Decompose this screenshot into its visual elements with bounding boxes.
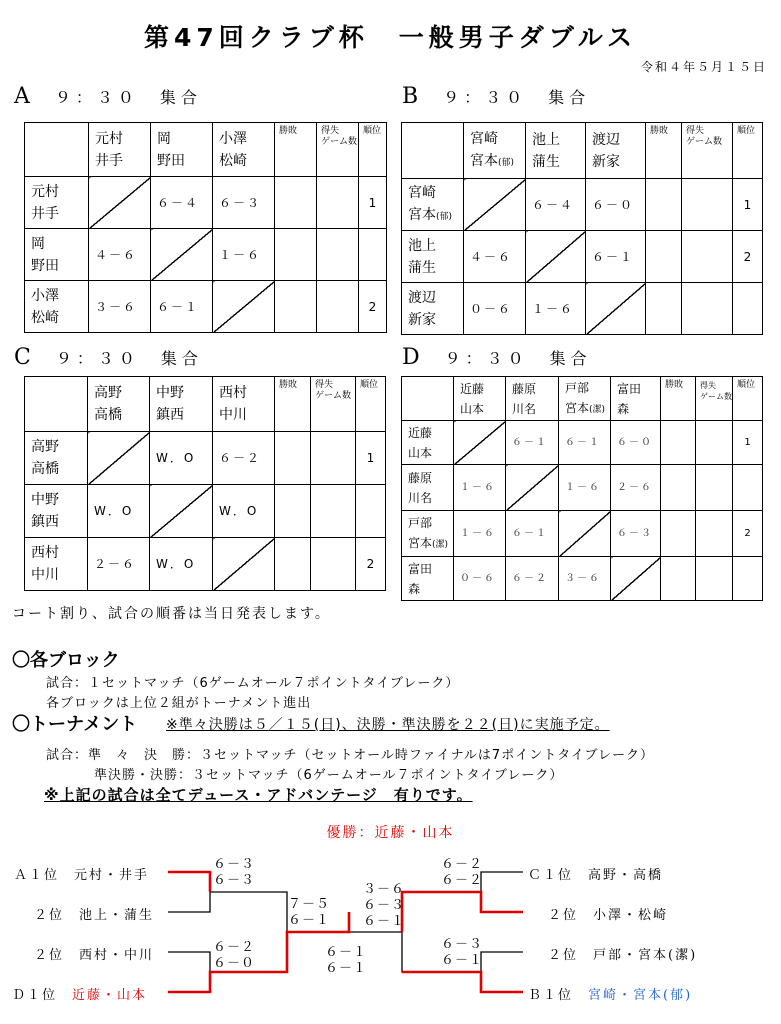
col-gd: 得失 ゲーム数 [682, 123, 733, 179]
score-cell: ６－１ [559, 421, 611, 465]
row-team: 小澤 松崎 [25, 281, 89, 333]
bracket-right-1: Ｃ１位 高野・高橋 [528, 868, 664, 883]
bracket-line [168, 872, 210, 912]
col-team: 西村 中川 [213, 377, 275, 432]
col-gd: 得失 ゲーム数 [311, 377, 356, 432]
row-team: 元村 井手 [25, 177, 89, 229]
row-team: 宮崎 宮本(郁) [402, 179, 464, 231]
score-cell: ２－６ [611, 465, 661, 511]
row-team: 戸部 宮本(潔) [402, 511, 454, 557]
court-note: コート割り、試合の順番は当日発表します。 [12, 606, 331, 622]
score-cell: １－６ [454, 465, 506, 511]
score-cell: ６－１ [586, 231, 646, 283]
bracket-right-3: ２位 戸部・宮本(潔) [548, 948, 698, 963]
col-team: 富田 森 [611, 377, 661, 421]
bracket-left-4: Ｄ１位 近藤・山本 [12, 988, 148, 1003]
tournament-heading: 〇トーナメント [12, 714, 138, 735]
row-team: 西村 中川 [25, 538, 88, 591]
block-time: ９：３０ 集合 [443, 88, 591, 107]
score-cell: ６－１ [506, 421, 559, 465]
col-team: 戸部 宮本(潔) [559, 377, 611, 421]
block-letter: D [402, 345, 425, 370]
rank-cell: 2 [733, 511, 763, 557]
tournament-line2: 準決勝・決勝：３セットマッチ（6ゲームオール７ポイントタイブレーク） [94, 768, 564, 783]
block-section-line1: 試合：１セットマッチ（6ゲームオール７ポイントタイブレーク） [46, 676, 460, 691]
col-team: 宮崎 宮本(郁) [464, 123, 526, 179]
score-cell: ６－４ [526, 179, 586, 231]
col-team: 岡 野田 [151, 123, 213, 177]
row-team: 富田 森 [402, 557, 454, 601]
winner-line [402, 892, 523, 932]
bracket-line [481, 872, 523, 912]
row-team: 高野 高橋 [25, 432, 88, 485]
col-gd: 得失 ゲーム数 [696, 377, 733, 421]
block-letter: A [14, 84, 35, 109]
block-letter: C [14, 345, 36, 370]
score-cell: ６－３ [611, 511, 661, 557]
score-cell: ６－４ [151, 177, 213, 229]
col-rank: 順位 [356, 377, 386, 432]
score-cell: ３－６ [89, 281, 151, 333]
score-cell: ４－６ [89, 229, 151, 281]
date: 令和４年５月１５日 [640, 60, 767, 74]
block-letter: B [402, 84, 424, 109]
winner-line [402, 972, 523, 992]
col-wl: 勝敗 [275, 123, 317, 177]
row-team: 近藤 山本 [402, 421, 454, 465]
score-cell: １－６ [454, 511, 506, 557]
final-score: ６－１ ６－１ [324, 945, 367, 976]
block-time: ９：３０ 集合 [55, 349, 203, 368]
col-rank: 順位 [733, 123, 763, 179]
rank-cell: 1 [356, 432, 386, 485]
score-cell: ６－０ [586, 179, 646, 231]
score-cell: ０－６ [454, 557, 506, 601]
col-gd: 得失 ゲーム数 [317, 123, 359, 177]
score-cell: W．O [213, 485, 275, 538]
col-team: 渡辺 新家 [586, 123, 646, 179]
score-cell: W．O [88, 485, 150, 538]
row-team: 中野 鎮西 [25, 485, 88, 538]
col-rank: 順位 [359, 123, 387, 177]
col-wl: 勝敗 [661, 377, 696, 421]
score-cell: ４－６ [464, 231, 526, 283]
sf-right-score: ３－６ ６－３ ６－１ [362, 882, 405, 929]
bracket-line [481, 952, 523, 992]
champion-label: 優勝：近藤・山本 [326, 825, 455, 841]
col-rank: 順位 [733, 377, 763, 421]
winner-line [168, 872, 210, 892]
col-team: 藤原 川名 [506, 377, 559, 421]
row-team: 岡 野田 [25, 229, 89, 281]
score-cell: １－６ [559, 465, 611, 511]
qf2-score: ６－２ ６－０ [212, 940, 255, 971]
score-cell: ２－６ [88, 538, 150, 591]
col-team: 池上 蒲生 [526, 123, 586, 179]
rank-cell: 2 [356, 538, 386, 591]
score-cell: ３－６ [559, 557, 611, 601]
row-team: 池上 蒲生 [402, 231, 464, 283]
col-team: 近藤 山本 [454, 377, 506, 421]
score-cell: ６－３ [213, 177, 275, 229]
block-section-heading: 〇各ブロック [12, 650, 120, 671]
block-time: ９：３０ 集合 [54, 88, 202, 107]
score-cell: １－６ [526, 283, 586, 335]
score-cell: W．O [150, 432, 213, 485]
bracket-right-4: Ｂ１位 宮崎・宮本(郁) [528, 988, 693, 1003]
score-cell: １－６ [213, 229, 275, 281]
row-team: 藤原 川名 [402, 465, 454, 511]
tournament-line1: 試合：準 々 決 勝：３セットマッチ（セットオール時ファイナルは7ポイントタイブレーク） [46, 748, 655, 763]
block-section-line2: 各ブロックは上位２組がトーナメント進出 [46, 696, 312, 711]
col-team: 元村 井手 [89, 123, 151, 177]
block-time: ９：３０ 集合 [444, 349, 592, 368]
bracket-left-3: ２位 西村・中川 [34, 948, 155, 963]
rank-cell: 1 [733, 421, 763, 465]
col-wl: 勝敗 [275, 377, 311, 432]
score-cell: ６－２ [213, 432, 275, 485]
score-cell: ６－１ [506, 511, 559, 557]
deuce-note: ※上記の試合は全てデュース・アドバンテージ 有りです。 [44, 786, 473, 804]
score-cell: ６－０ [611, 421, 661, 465]
score-cell: ０－６ [464, 283, 526, 335]
col-team: 小澤 松崎 [213, 123, 275, 177]
qf1-score: ６－３ ６－３ [212, 857, 255, 888]
rank-cell: 1 [359, 177, 387, 229]
rank-cell: 1 [733, 179, 763, 231]
rank-cell: 2 [733, 231, 763, 283]
bracket-left-1: Ａ１位 元村・井手 [14, 868, 150, 883]
col-team: 中野 鎮西 [150, 377, 213, 432]
score-cell: ６－２ [506, 557, 559, 601]
tournament-schedule: ※準々決勝は５／１５(日)、決勝・準決勝を２２(日)に実施予定。 [166, 717, 610, 733]
col-team: 高野 高橋 [88, 377, 150, 432]
score-cell: ６－１ [151, 281, 213, 333]
col-wl: 勝敗 [646, 123, 682, 179]
row-team: 渡辺 新家 [402, 283, 464, 335]
score-cell: W．O [150, 538, 213, 591]
rank-cell: 2 [359, 281, 387, 333]
qf3-score: ６－２ ６－２ [440, 857, 483, 888]
page-title: 第47回クラブ杯 一般男子ダブルス [143, 23, 638, 52]
bracket-left-2: ２位 池上・蒲生 [34, 908, 155, 923]
bracket-line [168, 952, 210, 992]
sf-left-score: ７－５ ６－１ [287, 897, 330, 928]
bracket-right-2: ２位 小澤・松崎 [548, 908, 669, 923]
qf4-score: ６－３ ６－１ [440, 937, 483, 968]
